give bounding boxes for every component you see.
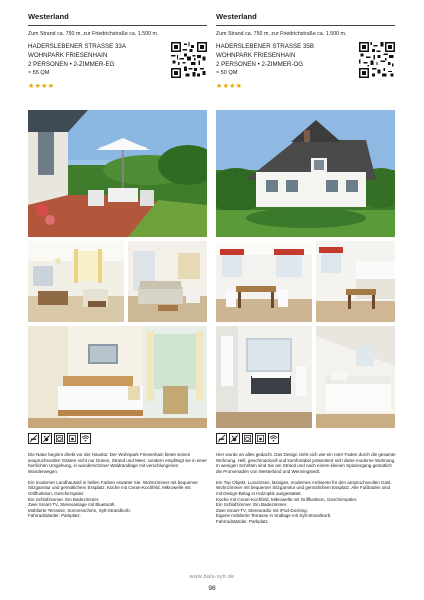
- area-size: ≈ 50 QM: [216, 70, 238, 76]
- non-smoking-icon: [216, 433, 227, 444]
- photo-living-room: [28, 241, 124, 322]
- description-paragraph: Die Natur beginnt direkt vor der Haustür. Der Wohnpark Friesenhain bietet seinen anspruchsvollen Gästen nicht nur Dünen, Strand und Meer, sondern empfängt sie in einer herrlichen Umgebung, in wunderschöner Waldrandlage mit verschlungenen Wanderwegen.: [28, 452, 207, 474]
- photo-bathroom: [216, 326, 312, 428]
- location-heading: Westerland: [28, 12, 207, 26]
- website-url[interactable]: www.bals-sylt.de: [189, 574, 235, 580]
- location-heading: Westerland: [216, 12, 395, 26]
- description-paragraph: Hier wurde an alles gedacht. Das Design zieht sich wie ein roter Faden durch die gesamte Wohnung. Hell, geschmackvoll und komfortabel präsentiert sich diese moderne Wohnung. In wenigen Schritten sind Sie am Strand und nach einem kleinen Spaziergang gemütlich die Promenaden von Westerland und Wenningstedt.: [216, 452, 396, 474]
- wifi-icon: [80, 433, 91, 444]
- listing-right: [216, 12, 395, 90]
- address: HADERSLEBENER STRASSE 35B: [216, 43, 315, 50]
- photo-lounge: [128, 241, 207, 322]
- listing-info: [216, 42, 395, 90]
- photo-dining-area: [216, 241, 312, 322]
- description-paragraph: Ein moderner Landhausstil in hellen Farben erwartet Sie: Wohnzimmer mit bequemer Sitzgarnitur und gemütlichem Essplatz. Küche mit Ceran-Kochfeld, Mikrowelle mit Grillfunktion, Geschirrspüler. Ein Schlafzimmer. Ein Badezimmer. Zwei Smart-TV, Stereoanlage mit Bluetooth. Möblierte Terrasse, Sonnenschirm, Sylt-Strandkorb. Fahrradständer. Parkplatz.: [28, 479, 198, 519]
- capacity: 2 PERSONEN • 2-ZIMMER-OG: [216, 61, 304, 68]
- area-size: ≈ 55 QM: [28, 70, 50, 76]
- amenity-icons-left: [28, 433, 91, 444]
- dryer-icon: [255, 433, 266, 444]
- page-number: 98: [208, 585, 216, 592]
- no-pets-icon: [41, 433, 52, 444]
- non-smoking-icon: [28, 433, 39, 444]
- complex-name: WOHNPARK FRIESENHAIN: [216, 52, 296, 59]
- rating-stars: ★★★★: [28, 83, 55, 90]
- complex-name: WOHNPARK FRIESENHAIN: [28, 52, 108, 59]
- dryer-icon: [67, 433, 78, 444]
- amenity-icons-right: [216, 433, 279, 444]
- distance-text: Zum Strand ca. 750 m, zur Friedrichstraße ca. 1.500 m.: [216, 31, 347, 37]
- qr-code-icon[interactable]: [359, 42, 395, 78]
- listing-left: [28, 12, 207, 90]
- capacity: 2 PERSONEN • 2-ZIMMER-EG: [28, 61, 115, 68]
- washing-machine-icon: [54, 433, 65, 444]
- washing-machine-icon: [242, 433, 253, 444]
- description-left: [28, 452, 208, 525]
- photo-terrace: [28, 110, 207, 237]
- description-right: [216, 452, 396, 530]
- photo-bedroom-attic: [316, 326, 395, 428]
- rating-stars: ★★★★: [216, 83, 243, 90]
- wifi-icon: [268, 433, 279, 444]
- photo-bedroom: [28, 326, 207, 428]
- distance-text: Zum Strand ca. 750 m, zur Friedrichstraße ca. 1.500 m.: [28, 31, 159, 37]
- listing-info: [28, 42, 207, 90]
- no-pets-icon: [229, 433, 240, 444]
- photo-house-exterior: [216, 110, 395, 237]
- address: HADERSLEBENER STRASSE 33A: [28, 43, 127, 50]
- description-paragraph: Ein Top Objekt. Luxuriöses, lässiges, modernes Ambiente für den anspruchsvollen Gast. Wohnzimmer mit bequemer Sitzgarnitur und gemütlichem Essplatz. Alle Fußböden sind mit Design-Belag in Holzoptik ausgestattet. Küche mit Ceran-Kochfeld, Mikrowelle mit Grillfunktion, Geschirrspüler. Ein Schlafzimmer. Ein Badezimmer. Zwei Smart-TV, Stereoradio mit iPod-Docking. Eigene möblierte Terrasse in Südlage mit Sylt-Strandkorb. Fahrradständer. Parkplatz.: [216, 479, 392, 525]
- qr-code-icon[interactable]: [171, 42, 207, 78]
- photo-kitchen: [316, 241, 395, 322]
